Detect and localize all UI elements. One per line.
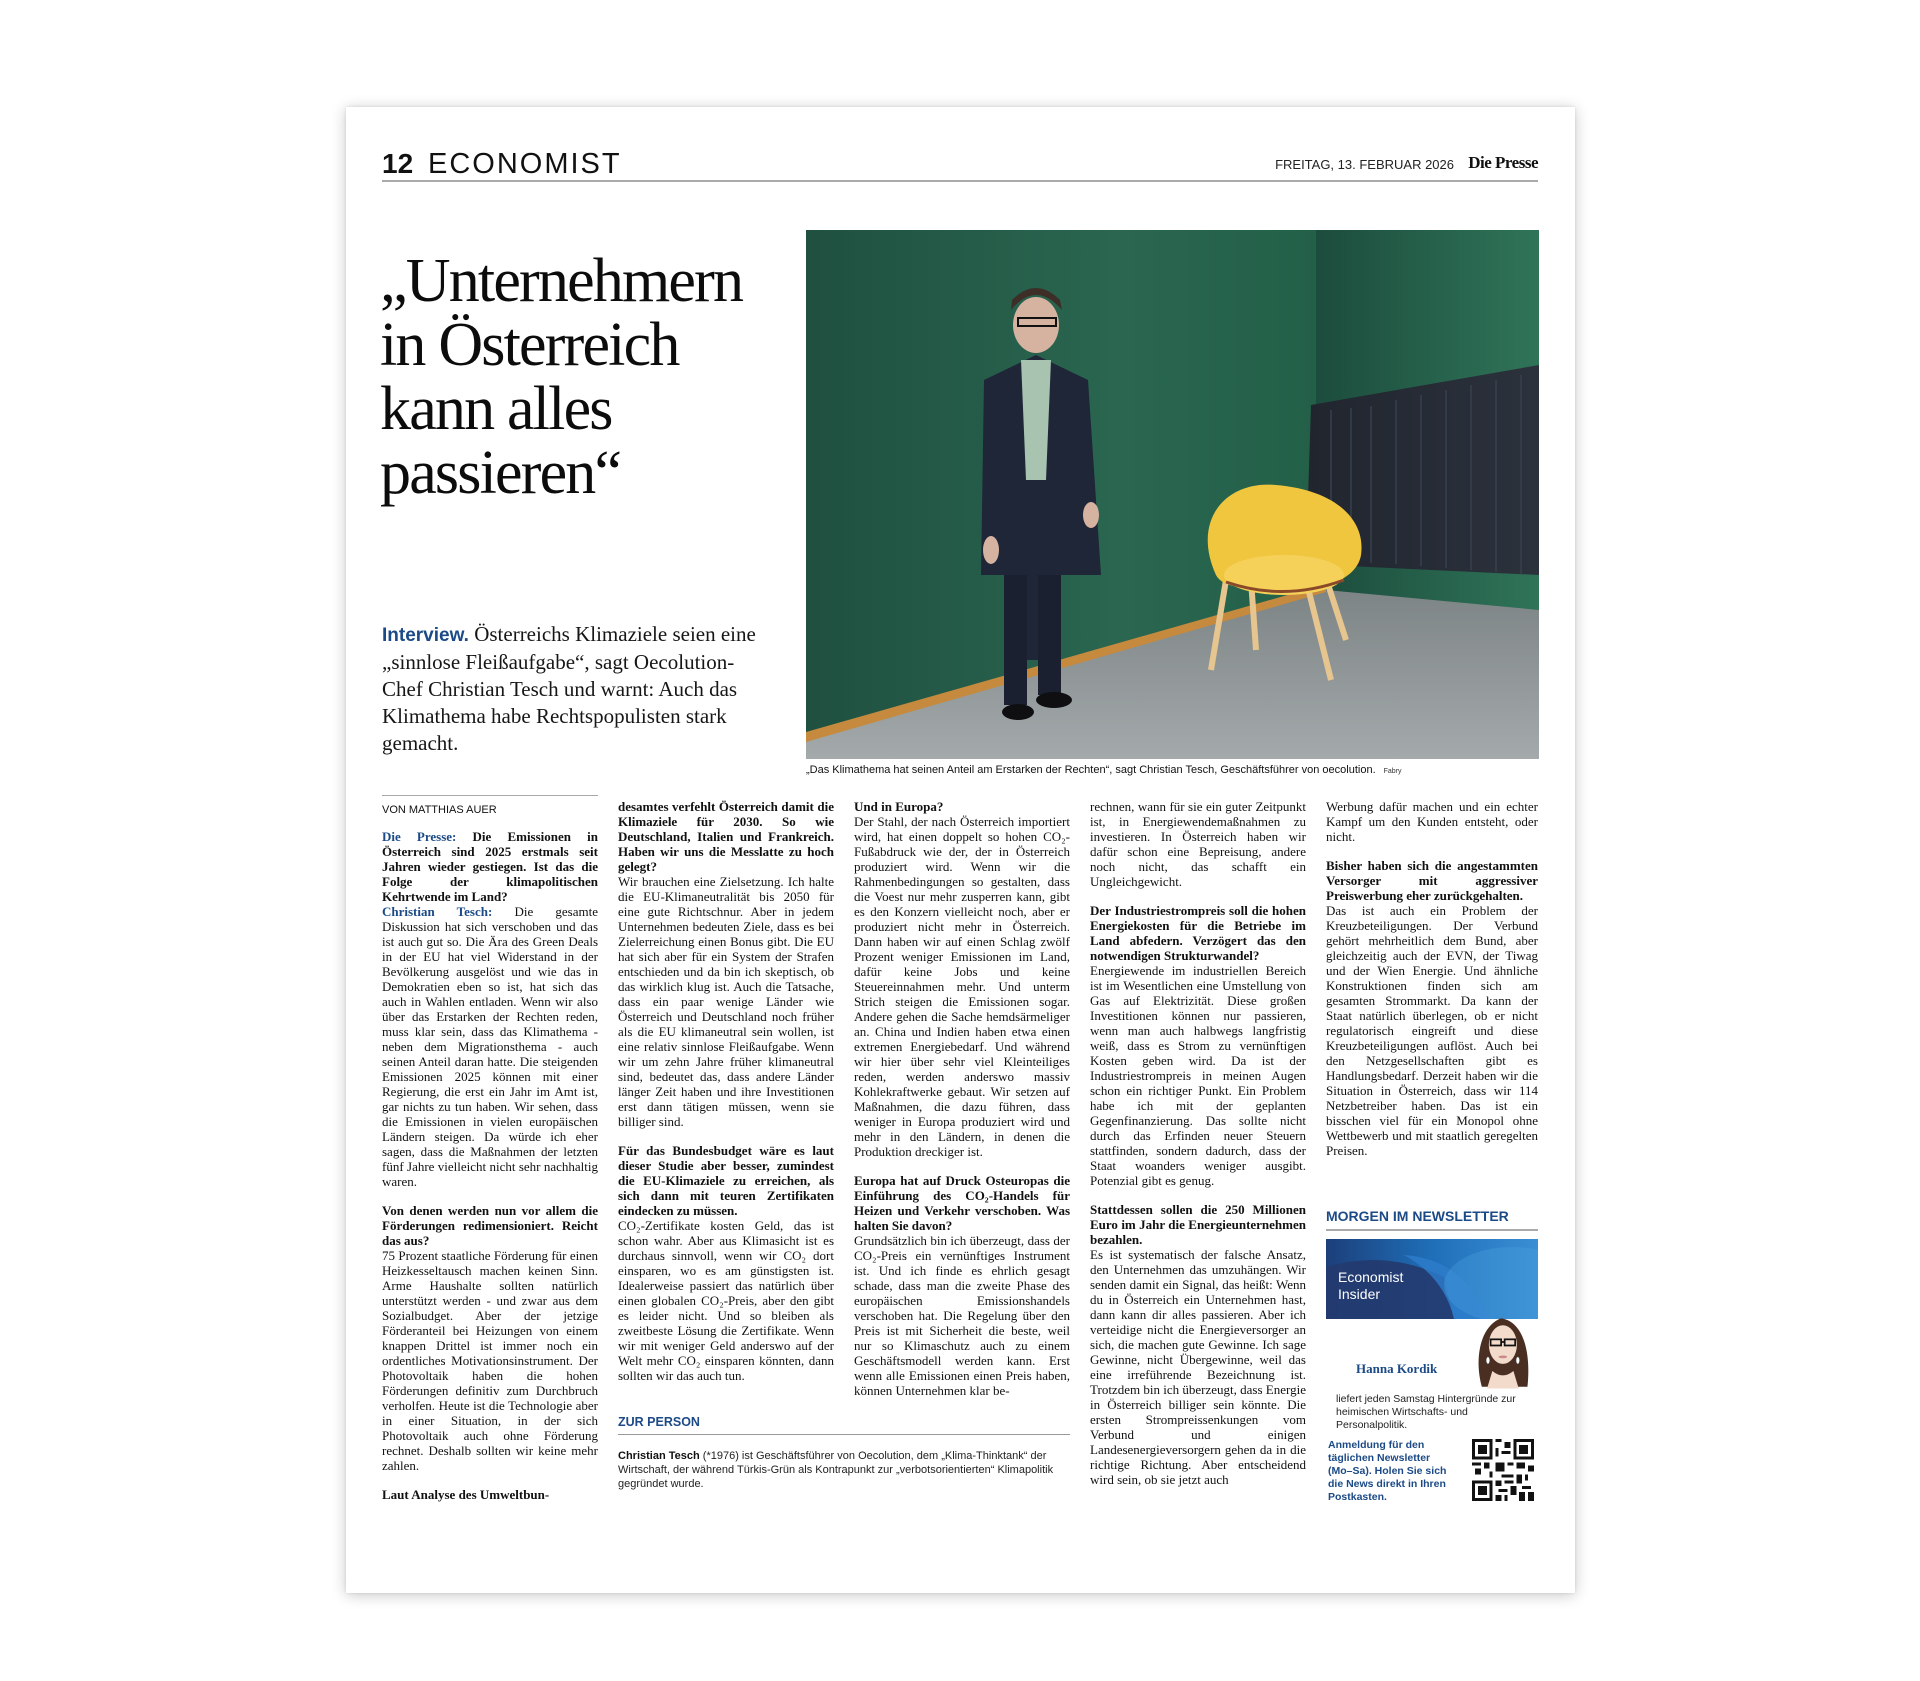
- newsletter-author: Hanna Kordik: [1356, 1361, 1438, 1376]
- qr-code-icon[interactable]: [1472, 1439, 1534, 1501]
- newsletter-signup-text[interactable]: Anmeldung für den täglichen Newsletter (Mo–Sa). Holen Sie sich die News direkt in Ihren Postkasten.: [1328, 1439, 1447, 1503]
- zur-person-text: [618, 1449, 1070, 1491]
- photo-caption: [806, 763, 1539, 779]
- zur-person-rule: [618, 1434, 1070, 1435]
- article-column-1: [382, 799, 598, 1502]
- question: Stattdessen sollen die 250 Millionen Euro im Jahr die Energieunternehmen bezahlen.: [1090, 1202, 1306, 1247]
- article-column-4: [1090, 799, 1306, 1487]
- question: Für das Bundesbudget wäre es laut dieser Studie aber besser, zumindest die EU-Klimaziele zu erreichen, als sich dann mit teuren Zertifikaten eindecken zu müssen.: [618, 1143, 834, 1218]
- zur-person-box: [618, 1414, 1070, 1491]
- newsletter-description: liefert jeden Samstag Hintergründe zur heimischen Wirtschafts- und Personalpolitik.: [1336, 1393, 1516, 1431]
- lead-kicker: Interview.: [382, 625, 469, 646]
- article-column-5: [1326, 799, 1538, 1158]
- page-number: 12: [382, 148, 414, 179]
- banner-line-1: Economist: [1338, 1269, 1404, 1285]
- newsletter-rule: [1326, 1229, 1538, 1231]
- lead-text: Österreichs Klimaziele seien eine „sinnlose Fleißaufgabe“, sagt Oecolution-Chef Christian Tesch und warnt: Auch das Klimathema habe Rechtspopulisten stark gemacht.: [382, 622, 756, 755]
- answer: [382, 904, 598, 1189]
- interviewer-label: Die Presse:: [382, 829, 457, 844]
- answer: Werbung dafür machen und ein echter Kampf um den Kunden entsteht, oder nicht.: [1326, 799, 1538, 844]
- paragraph-gap: [1090, 1188, 1306, 1202]
- question: Bisher haben sich die angestammten Versorger mit aggressiver Preiswerbung eher zurückgehalten.: [1326, 858, 1538, 903]
- paragraph-gap: [382, 1189, 598, 1203]
- banner-title: [1338, 1269, 1403, 1303]
- header-rule: [382, 180, 1538, 182]
- paragraph-gap: [618, 1129, 834, 1143]
- caption-text: „Das Klimathema hat seinen Anteil am Erstarken der Rechten“, sagt Christian Tesch, Geschäftsführer von oecolution.: [806, 764, 1376, 776]
- question: Von denen werden nun vor allem die Förderungen redimensioniert. Reicht das aus?: [382, 1203, 598, 1248]
- paragraph-gap: [1090, 889, 1306, 903]
- person-name: Christian Tesch: [618, 1450, 700, 1462]
- answer: Energiewende im industriellen Bereich ist im Wesentlichen eine Umstellung von Gas auf Elektrizität. Diese großen Investitionen können nur passieren, wenn man auch halbwegs langfristig weiß, dass es Strom zu vernünftigen Kosten geben wird. Da ist der Industriestrompreis in meinen Augen schon ein richtiger Punkt. Ein Problem habe ich mit der geplanten Gegenfinanzierung. Das sollte nicht durch das Erfinden neuer Steuern stattfinden, sondern dadurch, dass der Staat woanders weniger ausgibt. Potenzial gibt es genug.: [1090, 963, 1306, 1188]
- byline: VON MATTHIAS AUER: [382, 804, 497, 816]
- byline-rule: [382, 795, 598, 796]
- photo-credit: Fabry: [1383, 768, 1402, 775]
- question: desamtes verfehlt Österreich damit die Klimaziele für 2030. So wie Deutschland, Italien und Frankreich. Haben wir uns die Messlatte zu hoch gelegt?: [618, 799, 834, 874]
- author-portrait-icon: [1466, 1309, 1538, 1389]
- headline: „Unternehmern in Österreich kann alles passieren“: [380, 247, 743, 507]
- answer: Das ist auch ein Problem der Kreuzbeteiligungen. Der Verbund gehört mehrheitlich dem Bund, aber gleichzeitig auch der EVN, der Tiwag und der Wien Energie. Und ähnliche Konstruktionen finden sich am gesamten Strommarkt. Da kann der Staat natürlich überlegen, ob er nicht regulatorisch eingreift und diese Kreuzbeteiligungen auflöst. Auch bei den Netzgesellschaften gibt es Handlungsbedarf. Derzeit haben wir die Situation in Österreich, dass wir 114 Netzbetreiber haben. Das ist ein bisschen viel für ein Monopol ohne Wettbewerb und mit staatlich geregelten Preisen.: [1326, 903, 1538, 1158]
- banner-line-2: Insider: [1338, 1286, 1381, 1302]
- page-header: [382, 147, 1538, 183]
- portrait-photo: [806, 230, 1539, 759]
- answer: CO₂-Zertifikate kosten Geld, das ist schon wahr. Aber aus Klimasicht ist es durchaus sinnvoll, wenn wir CO₂ dort einsparen, wo es am günstigsten ist. Idealerweise passiert das natürlich über einen globalen CO₂-Preis, aber den gibt es leider nicht. Und so bleiben als zweitbeste Lösung die Zertifikate. Wenn wir mit weniger Geld anderswo auf der Welt mehr CO₂ einsparen könnten, dann sollten wir das auch tun.: [618, 1218, 834, 1383]
- answer: Grundsätzlich bin ich überzeugt, dass der CO₂-Preis ein vernünftiges Instrument ist. Und ich finde es ehrlich gesagt schade, dass man die zweite Phase des europäischen Emissionshandels verschoben hat. Die Regelung über den Preis ist mit Sicherheit die beste, weil nur so Klimaschutz auch zu einem Geschäftsmodell werden kann. Erst wenn alle Emissionen einen Preis haben, können Unternehmen klar be-: [854, 1233, 1070, 1398]
- question-text: Die Emissionen in Österreich sind 2025 erstmals seit Jahren wieder gestiegen. Ist das die Folge der klimapolitischen Kehrtwende im Land?: [382, 829, 599, 904]
- lead-paragraph: [382, 621, 762, 757]
- answer: Es ist systematisch der falsche Ansatz, den Unternehmen das umzuhängen. Wir senden damit ein Signal, das heißt: Wenn du in Österreich ein Unternehmen hast, dann kann dir alles passieren. Aber ich verteidige nicht die Energieversorger an sich, die machen gute Gewinne. Ich sage Gewinne, nicht Übergewinne, weil das eine irreführende Bezeichnung ist. Trotzdem bin ich überzeugt, dass Energie in Österreich billiger sein könnte. Die ersten Strompreissenkungen vom Verbund und einigen Landesenergieversorgern gehen da in die richtige Richtung. Aber entscheidend wird sein, ob sie jetzt auch: [1090, 1247, 1306, 1487]
- question: [382, 829, 598, 904]
- paragraph-gap: [1326, 844, 1538, 858]
- article-column-2: [618, 799, 834, 1383]
- newsletter-body: [1326, 1239, 1538, 1509]
- question: Und in Europa?: [854, 799, 944, 814]
- newsletter-title: MORGEN IM NEWSLETTER: [1326, 1208, 1509, 1224]
- section-title: ECONOMIST: [428, 148, 622, 180]
- question: Laut Analyse des Umweltbun-: [382, 1487, 550, 1502]
- brand-logo: Die Presse: [1468, 153, 1538, 172]
- paragraph-gap: [854, 1159, 1070, 1173]
- article-column-3: [854, 799, 1070, 1398]
- answer-text: Die gesamte Diskussion hat sich verschoben und das ist auch gut so. Die Ära des Green Deals in der EU hat viel Widerstand in der Bevölkerung ausgelöst und wie das in Demokratien eben so ist, hat sich das auch in Wahlen entladen. Wenn wir also über das Erstarken der Rechten reden, muss klar sein, dass das Klimathema - neben dem Migrationsthema - auch seinen Anteil daran hatte. Die steigenden Emissionen 2025 können mit einer Regierung, die erst ein Jahr im Amt ist, gar nichts zu tun haben. Wir sehen, dass die Emissionen in vielen europäischen Ländern steigen. Da würde ich eher sagen, dass die Maßnahmen der letzten fünf Jahre vielleicht nicht sehr nachhaltig waren.: [382, 904, 598, 1189]
- answer: 75 Prozent staatliche Förderung für einen Heizkesseltausch machen keinen Sinn. Arme Haushalte sollten natürlich unterstützt werden - und zwar aus dem Sozialbudget. Aber der jetzige Förderanteil bei Heizungen von einem knappen Drittel ist immer noch ein ordentliches Motivationsinstrument. Der Photovoltaik haben die hohen Förderungen definitiv zum Durchbruch verholfen. Heute ist die Technologie aber in einer Situation, in der sich Photovoltaik auch ohne Förderung rechnet. Deshalb sollten wir keine mehr zahlen.: [382, 1248, 598, 1473]
- photo-illustration: [806, 230, 1539, 759]
- question: Der Industriestrompreis soll die hohen Energiekosten für die Betriebe im Land abfedern. Verzögert das den notwendigen Strukturwandel?: [1090, 903, 1306, 963]
- newspaper-page: [346, 107, 1575, 1593]
- interviewee-label: Christian Tesch:: [382, 904, 493, 919]
- newsletter-promo: [1326, 1207, 1538, 1509]
- issue-date: FREITAG, 13. FEBRUAR 2026: [1275, 157, 1454, 172]
- answer: Der Stahl, der nach Österreich importiert wird, hat einen doppelt so hohen CO₂-Fußabdruck wie der, der in Österreich produziert wird. Wenn wir die Rahmenbedingungen so gestalten, dass die Voest nur mehr zusperren kann, gibt es den Konzern vielleicht noch, aber er produziert nicht mehr in Österreich. Dann haben wir auf einen Schlag zwölf Prozent weniger Emissionen im Land, dafür keine Jobs und keine Steuereinnahmen mehr. Und unterm Strich steigen die Emissionen sogar. Andere gehen die Sache hemdsärmeliger an. China und Indien haben etwa einen extremen Energiebedarf. Und während wir hier über sehr viel Kleinteiliges reden, werden anderswo massiv Kohlekraftwerke gebaut. Wir setzen auf Maßnahmen, die dazu führen, dass weniger in Europa produziert wird und mehr in den Ländern, in denen die Produktion dreckiger ist.: [854, 814, 1070, 1159]
- newsletter-banner[interactable]: [1326, 1239, 1538, 1319]
- answer: rechnen, wann für sie ein guter Zeitpunkt ist, in Energiewendemaßnahmen zu investieren. In Österreich haben wir dafür schon eine Bepreisung, andere noch nicht, das schafft ein Ungleichgewicht.: [1090, 799, 1306, 889]
- person-bio: (*1976) ist Geschäftsführer von Oecolution, dem „Klima-Thinktank“ der Wirtschaft, der während Türkis-Grün als Kontrapunkt zur „verbotsorientierten“ Klimapolitik gegründet wurde.: [618, 1450, 1054, 1490]
- answer: Wir brauchen eine Zielsetzung. Ich halte die EU-Klimaneutralität bis 2050 für eine gute Richtschnur. Aber in jedem Unternehmen bedeuten Ziele, dass es bei Zielerreichung einen Bonus gibt. Die EU hat sich aber für ein System der Strafen entschieden und da bin ich skeptisch, ob das wirklich klug ist. Auch die Tatsache, dass ein paar wenige Länder wie Österreich und Deutschland noch früher als die EU klimaneutral sein wollen, ist eine relativ sinnlose Fleißaufgabe. Wenn wir um zehn Jahre früher klimaneutral sind, bedeutet das, dass andere Länder länger Zeit haben und ihre Investitionen erst dann tätigen müssen, wenn sie billiger sind.: [618, 874, 834, 1129]
- paragraph-gap: [382, 1473, 598, 1487]
- question: Europa hat auf Druck Osteuropas die Einführung des CO₂-Handels für Heizen und Verkehr verschoben. Was halten Sie davon?: [854, 1173, 1070, 1233]
- zur-person-title: ZUR PERSON: [618, 1415, 700, 1429]
